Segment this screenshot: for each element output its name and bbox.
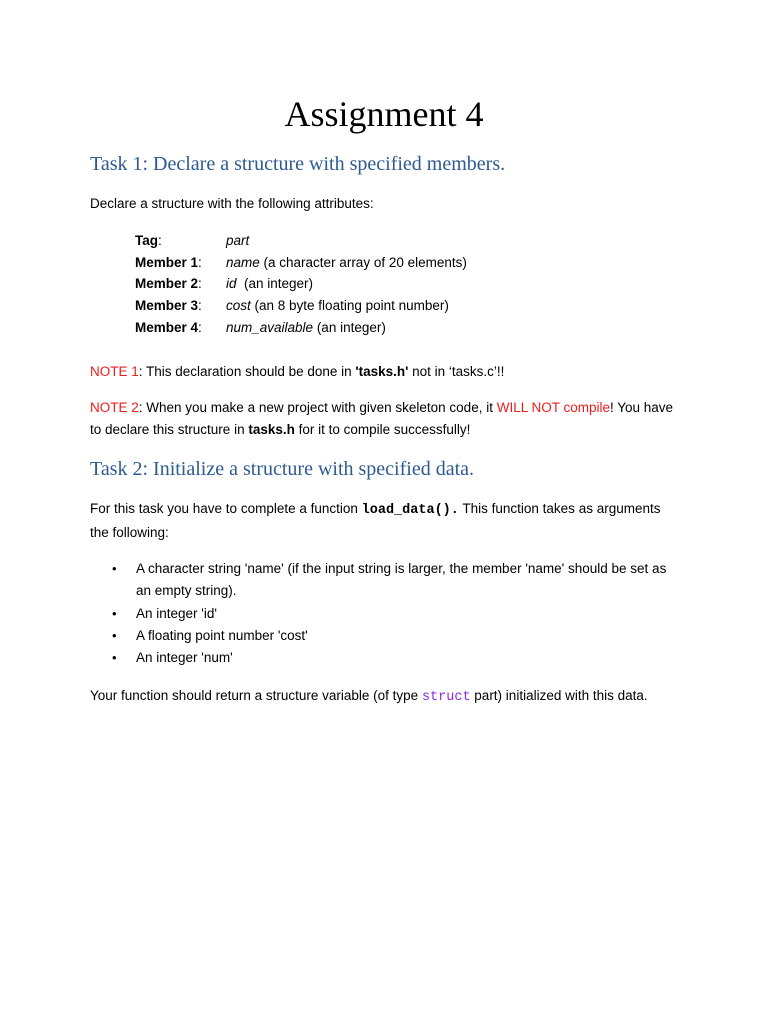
- bullet-icon: •: [112, 606, 117, 621]
- note-1-text-b: not in ‘tasks.c’!!: [408, 364, 505, 379]
- task1-intro: Declare a structure with the following attributes:: [90, 196, 374, 211]
- attribute-colon: :: [198, 276, 202, 291]
- note-2-text-a: : When you make a new project with given skeleton code, it: [138, 400, 497, 415]
- list-item-text: A character string 'name' (if the input string is larger, the member 'name' should be set as an empty string).: [136, 561, 667, 598]
- attribute-value-desc: (an integer): [313, 320, 386, 335]
- bullet-icon: •: [112, 650, 117, 665]
- note-2-text-b: ! You have to declare this structure in: [90, 400, 674, 437]
- note-1: [90, 361, 682, 383]
- task2-closing: [90, 685, 682, 709]
- attribute-key: Member 3: [135, 298, 199, 313]
- list-item-text: A floating point number 'cost': [136, 628, 308, 643]
- list-item-text: An integer 'num': [136, 650, 233, 665]
- note-1-filename: 'tasks.h': [355, 364, 409, 379]
- list-item: [112, 647, 682, 669]
- note-2-text-c: for it to compile successfully!: [294, 421, 471, 437]
- list-item: [112, 625, 682, 647]
- task2-closing-a: Your function should return a structure variable (of type: [90, 688, 422, 703]
- list-item: [112, 603, 682, 625]
- task2-closing-b: part) initialized with this data.: [470, 688, 648, 703]
- note-1-text-a: : This declaration should be done in: [138, 364, 356, 379]
- note-2-filename: tasks.h: [248, 421, 295, 437]
- task2-heading: Task 2: Initialize a structure with specified data.: [90, 458, 475, 480]
- attribute-value-desc: (an integer): [236, 276, 314, 291]
- note-1-label: NOTE 1: [90, 364, 139, 379]
- bullet-icon: •: [112, 561, 117, 576]
- attribute-value-desc: (an 8 byte floating point number): [250, 298, 449, 313]
- attribute-value-name: name: [226, 255, 260, 270]
- attribute-value-name: cost: [226, 298, 251, 313]
- document-title: Assignment 4: [284, 94, 484, 134]
- note-2-warning: WILL NOT compile: [496, 400, 610, 415]
- struct-keyword: struct: [421, 690, 471, 705]
- attribute-key: Tag: [135, 233, 158, 248]
- list-item: [112, 558, 682, 601]
- bullet-icon: •: [112, 628, 117, 643]
- list-item-text: An integer 'id': [136, 606, 217, 621]
- task2-intro: [90, 498, 682, 543]
- attribute-key: Member 1: [135, 255, 199, 270]
- attribute-colon: :: [158, 233, 162, 248]
- task1-heading: Task 1: Declare a structure with specified members.: [90, 153, 506, 175]
- note-2-label: NOTE 2: [90, 400, 139, 415]
- task2-intro-b: This function takes as arguments the following:: [90, 501, 661, 540]
- attribute-key: Member 2: [135, 276, 199, 291]
- attribute-value-name: id: [226, 276, 237, 291]
- task2-intro-a: For this task you have to complete a function: [90, 501, 362, 516]
- attribute-value-name: num_available: [226, 320, 314, 335]
- attribute-colon: :: [198, 320, 202, 335]
- attribute-colon: :: [198, 255, 202, 270]
- note-2: [90, 397, 682, 440]
- attribute-key: Member 4: [135, 320, 199, 335]
- attribute-value-name: part: [226, 233, 250, 248]
- attribute-colon: :: [198, 298, 202, 313]
- function-name-code: load_data().: [361, 503, 459, 518]
- attribute-value-desc: (a character array of 20 elements): [259, 255, 467, 270]
